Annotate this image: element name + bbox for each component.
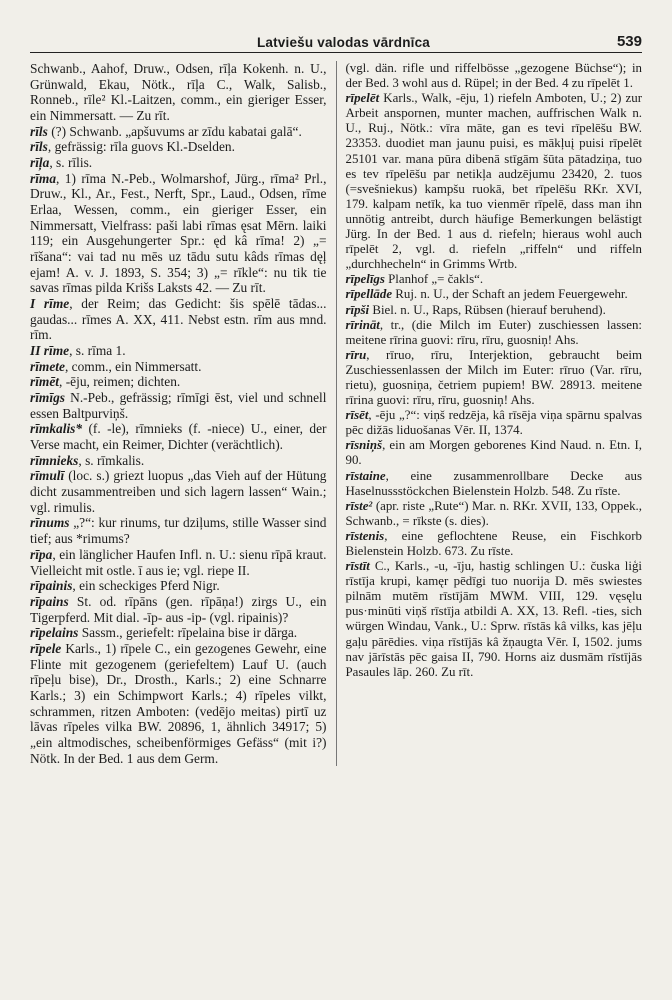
- dictionary-entry: (vgl. dän. rifle und riffelbösse „gezogene Büchse“); in der Bed. 3 wohl aus d. Rüpel; in der Bed. 4 zu rīpelēt 1.: [345, 61, 642, 91]
- dictionary-entry: rīļa, s. rīlis.: [30, 155, 93, 171]
- dictionary-entry: rīpelēt Karls., Walk, -ēju, 1) riefeln Amboten, U.; 2) zur Arbeit anspornen, munter machen, auffrischen Walk n. U., Ruj., Nötk.: vīra māte, gan es tevi rīpelēšu BW. 23353. duodiet man jaunu puisi, es mākļuį puisi rīpelēt 25101 var. mana pūra dibenā stīgām šūta pātadziņa, tuo es tev rīpelēšu par netikļa audzējumu 23420, 2. tuos (=svešniekus) kampšu ruokā, bet rīpelēšu RKr. XVI, 179. kalpam netīk, ka tuo vienmēr rīpelē, dass man ihn unnötig antreibt, durch häufige Bemerkungen belästigt Jürg. In der Bed. 1 aus d. riefeln; hieraus wohl auch rīpelēt 2, vgl. d. riefeln „riffeln“ und riffeln „durchhecheln“ in Grimms Wrtb.: [345, 91, 642, 272]
- dictionary-entry: rīls (?) Schwanb. „apšuvums ar zīdu kabatai galā“.: [30, 123, 302, 139]
- dictionary-entry: Schwanb., Aahof, Druw., Odsen, rīļa Kokenh. n. U., Grünwald, Ekau, Nötk., rīļa C., Walk, Salisb., Ronneb., rīle² Kl.-Laitzen, comm., ein gieriger Esser, ein Nimmersatt. — Zu rīt.: [30, 61, 327, 124]
- headword: rīpelains: [30, 625, 79, 641]
- running-title: Latviešu valodas vārdnīca: [256, 35, 431, 50]
- dictionary-entry: rīpele Karls., 1) rīpele C., ein gezogenes Gewehr, eine Flinte mit gezogenem (geriefeltem) Lauf U. (auch rīpeļu bise), Dr., Drosth., Karls.; 2) eine Schnarre Karls.; 3) ein Schimpwort Karls.; 4) rīpeles vilkt, schrammen, ritzen Amboten: (vedējo meitas) pirtī uz lāvas rīpeles vilka BW. 20896, 1, ähnlich 34917; 5) „ein altmodisches, scheibenförmiges Gefäss“ (mit i?) Nötk. In der Bed. 1 aus dem Germ.: [30, 640, 327, 766]
- dictionary-entry: rīpainis, ein scheckiges Pferd Nigr.: [30, 578, 220, 594]
- headword: rīma: [30, 170, 57, 186]
- dictionary-entry: rīpelīgs Planhof „= čakls“.: [345, 272, 484, 287]
- page-number: 539: [616, 33, 642, 50]
- headword: II rīme: [30, 343, 70, 359]
- headword: rīmulī: [30, 468, 65, 484]
- dictionary-entry: rīnums „?“: kur rinums, tur dziļums, stille Wasser sind tief; aus *rimums?: [30, 515, 327, 547]
- headword: rīsniņš: [345, 438, 383, 453]
- headword: rīpši: [345, 302, 370, 317]
- dictionary-entry: rīstaine, eine zusammenrollbare Decke aus Haselnussstöckchen Bielenstein Holzb. 548. Zu rīste.: [345, 468, 642, 498]
- headword: rīstenis: [345, 528, 385, 543]
- dictionary-entry: rīmulī (loc. s.) griezt luopus „das Vieh auf der Hütung dicht zusammentreiben und sich lagern lassen“ Wain.; vgl. rimulis.: [30, 468, 327, 515]
- dictionary-entry: rīpa, ein länglicher Haufen Infl. n. U.: sienu rīpā kraut. Vielleicht mit ostle. ī aus ie; vgl. riepe II.: [30, 546, 327, 578]
- headword: rīpelīgs: [345, 272, 385, 287]
- dictionary-entry: rīstīt C., Karls., -u, -īju, hastig schlingen U.: čuska liģi rīstīja krupi, kamęr pēdīgi tuo nuorija D. mēs swiestes pilnām mutēm rīstījām MWM. VIII, 129. vęsęlu pus·minūti viņš rīstīja atbildi A. XX, 13. Refl. -ties, sich würgen Windau, Vank., U.: Sprw. rīstās kâ vilks, kas jēļu gaļu pārēdies. viņa rīstījās kâ žņaugta Vēr. I, 1502. jums nav jārīstās pēc gaisa II, 790. Horns aiz dusmām rīstījās Pasaules lāp. 260. Zu rīt.: [345, 559, 642, 679]
- dictionary-entry: rīma, 1) rīma N.-Peb., Wolmarshof, Jürg., rīma² Prl., Druw., Kl., Ar., Fest., Nerft, Spr., Laud., Odsen, rīme Erlaa, Wessen, comm., ein gieriger Esser, ein Nimmersatt, Vielfrass: paši labi rīmas ęsat Mērn. laiki 119; ein Ausgehungerter Spr.: ęd kâ rīma! 2) „= rīšana“: vai tad nu mēs uz tādu sutu kâds rīmas dęļ ejam! A. v. J. 1893, S. 354; 3) „= rīkle“: nu tik tie savas rīmas pilda Krišs Laksts 42. — Zu rīt.: [30, 170, 327, 296]
- dictionary-entry: rīmēt, -ēju, reimen; dichten.: [30, 374, 181, 390]
- dictionary-entry: rīmīgs N.-Peb., gefrässig; rīmīgi ēst, viel und schnell essen Baltpurviņš.: [30, 390, 327, 421]
- headword: rīls: [30, 139, 48, 155]
- headword: rīmete: [30, 358, 65, 374]
- headword: rīmēt: [30, 374, 60, 390]
- headword: rīpelēt: [345, 91, 380, 106]
- headword: rīste²: [345, 498, 373, 513]
- headword: rīmnieks: [30, 452, 79, 468]
- headword: rīrināt: [345, 317, 380, 332]
- headword: rīstīt: [345, 559, 370, 574]
- headword: rīpainis: [30, 578, 73, 594]
- headword: rīmīgs: [30, 390, 65, 406]
- headword: rīru: [345, 347, 367, 362]
- dictionary-entry: rīmete, comm., ein Nimmersatt.: [30, 358, 202, 374]
- dictionary-entry: rīpši Biel. n. U., Raps, Rübsen (hierauf beruhend).: [345, 302, 606, 317]
- headword: rīpellāde: [345, 287, 393, 302]
- dictionary-entry: rīste² (apr. riste „Rute“) Mar. n. RKr. XVII, 133, Oppek., Schwanb., = rīkste (s. dies).: [345, 498, 642, 528]
- dictionary-entry: rīls, gefrässig: rīla guovs Kl.-Dselden.: [30, 139, 235, 155]
- running-header: [30, 26, 642, 53]
- dictionary-entry: I rīme, der Reim; das Gedicht: šis spēlē tādas... gaudas... rīmes A. XX, 411. Nebst estn. rīm aus mnd. rīm.: [30, 296, 327, 343]
- headword: rīls: [30, 123, 48, 139]
- headword: I rīme: [30, 296, 70, 312]
- dictionary-entry: II rīme, s. rīma 1.: [30, 343, 126, 359]
- headword: rīstaine: [345, 468, 386, 483]
- two-column-body: [30, 61, 642, 766]
- dictionary-entry: rīsēt, -ēju „?“: viņš redzēja, kâ rīsēja viņa spārnu spalvas pēc dižās liduošanas Vēr. II, 1374.: [345, 408, 642, 438]
- dictionary-entry: rīpains St. od. rīpāns (gen. rīpāņa!) zirgs U., ein Tigerpferd. Mit dial. -īp- aus -ip- (vgl. ripainis)?: [30, 593, 327, 625]
- headword: rīpains: [30, 593, 69, 609]
- left-column: [30, 61, 337, 766]
- dictionary-entry: rīmkalis* (f. -le), rīmnieks (f. -niece) U., einer, der Verse macht, ein Reimer, Dichter (verächtlich).: [30, 421, 327, 453]
- dictionary-entry: rīpelains Sassm., geriefelt: rīpelaina bise ir dārga.: [30, 625, 298, 641]
- headword: rīpele: [30, 640, 62, 656]
- dictionary-entry: rīmnieks, s. rīmkalis.: [30, 452, 145, 468]
- right-column: [337, 61, 643, 766]
- dictionary-entry: rīpellāde Ruj. n. U., der Schaft an jedem Feuergewehr.: [345, 287, 628, 302]
- headword: rīļa: [30, 155, 50, 171]
- headword: rīsēt: [345, 408, 369, 423]
- dictionary-entry: rīsniņš, ein am Morgen geborenes Kind Naud. n. Etn. I, 90.: [345, 438, 642, 468]
- headword: rīnums: [30, 515, 70, 531]
- headword: rīpa: [30, 546, 53, 562]
- dictionary-entry: rīstenis, eine geflochtene Reuse, ein Fischkorb Bielenstein Holzb. 673. Zu rīste.: [345, 528, 642, 558]
- dictionary-entry: rīrināt, tr., (die Milch im Euter) zuschiessen lassen: meitene rīrina guovi: rīru, rīru, guosniņ! Ahs.: [345, 317, 642, 347]
- dictionary-entry: rīru, rīruo, rīru, Interjektion, gebraucht beim Zuschiessenlassen der Milch im Euter: rīruo (Var. rīru, rietu), guosniņa, četriem pupiem! BW. 28913. meitene rīrina guovi: rīru, rīru, guosniņ! Ahs.: [345, 347, 642, 408]
- headword: rīmkalis*: [30, 421, 83, 437]
